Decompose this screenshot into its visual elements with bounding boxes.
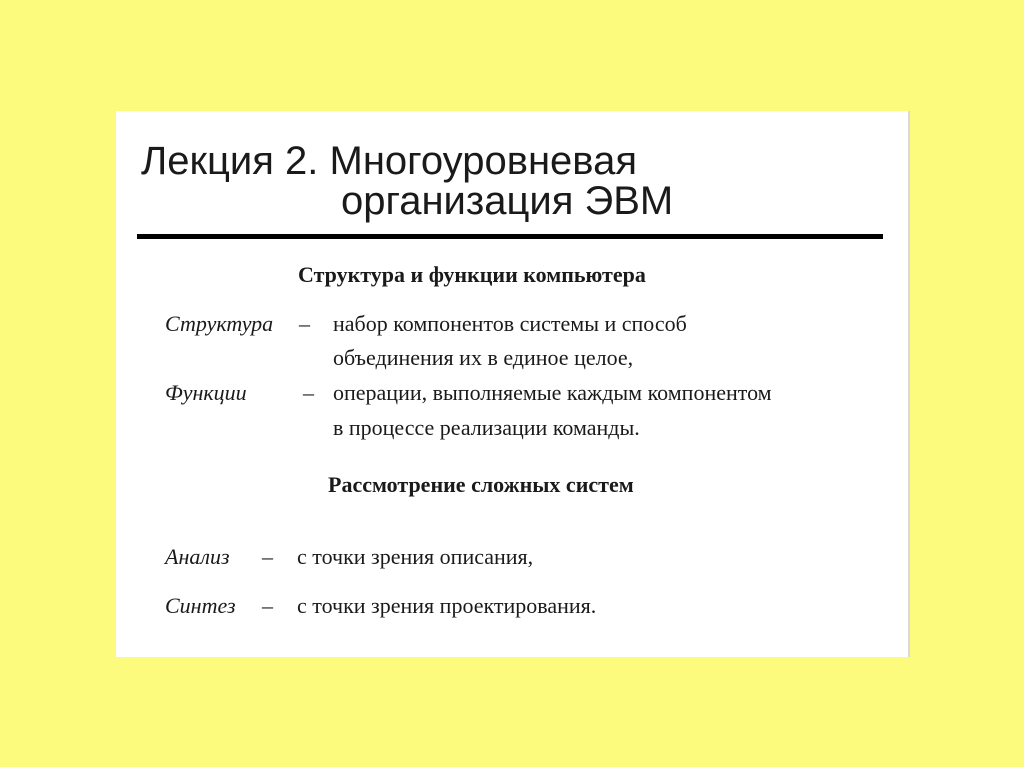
section-heading-structure-functions: Структура и функции компьютера [298,262,646,287]
term-functions: Функции [165,380,247,405]
definition-functions-line-1: операции, выполняемые каждым компонентом [333,380,772,405]
definition-analysis: с точки зрения описания, [297,544,534,569]
term-structure: Структура [165,311,274,336]
slide [116,111,910,657]
definition-synthesis: с точки зрения проектирования. [297,593,597,618]
dash-synthesis: – [262,593,273,618]
dash-analysis: – [262,544,273,569]
term-synthesis: Синтез [165,593,236,618]
dash-functions: – [303,380,314,405]
title-divider [137,234,883,239]
definition-functions-line-2: в процессе реализации команды. [333,415,640,440]
definition-structure-line-2: объединения их в единое целое, [333,345,634,370]
slide-title-line-1: Лекция 2. Многоуровневая [141,139,637,183]
section-heading-complex-systems: Рассмотрение сложных систем [328,472,634,497]
slide-title-line-2: организация ЭВМ [341,179,674,223]
term-analysis: Анализ [165,544,230,569]
definition-structure-line-1: набор компонентов системы и способ [333,311,687,336]
dash-structure: – [299,311,310,336]
